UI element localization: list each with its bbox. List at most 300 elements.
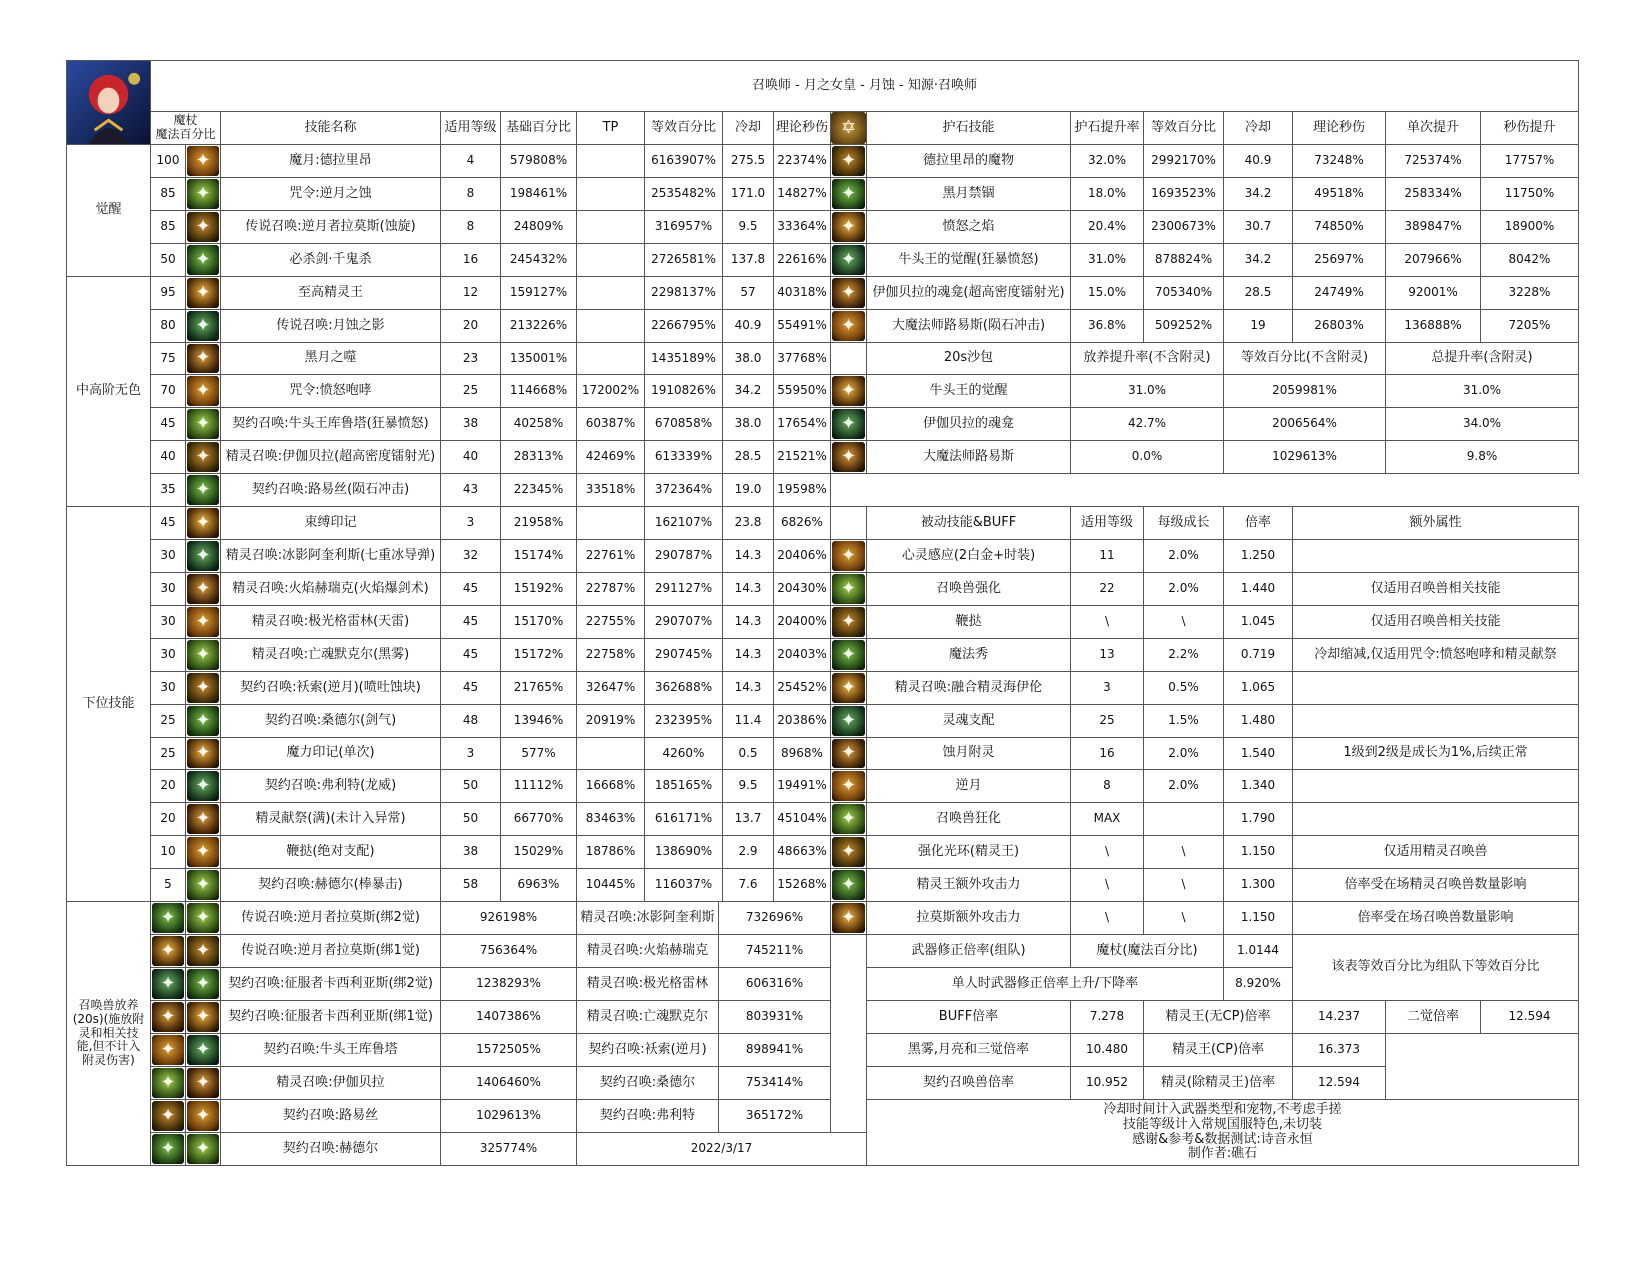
sandbag-eff: 2059981% [1223, 374, 1386, 408]
skill-level: 40 [440, 440, 501, 474]
talisman-dps: 25697% [1292, 243, 1386, 277]
passive-level: 22 [1070, 572, 1144, 606]
skill-base-pct: 6963% [500, 868, 577, 902]
skill-emblem-icon: ✦ [187, 409, 219, 439]
summon-icon [150, 1033, 186, 1067]
skill-tp [576, 309, 645, 343]
passive-header-mult: 倍率 [1223, 506, 1293, 540]
skill-emblem-icon: ✦ [187, 706, 219, 736]
skill-cd: 28.5 [722, 440, 774, 474]
skill-emblem-icon: ✦ [187, 245, 219, 275]
skill-cd: 9.5 [722, 769, 774, 803]
skill-dps: 8968% [773, 737, 831, 770]
contract-label: 契约召唤兽倍率 [866, 1066, 1071, 1100]
skill-dps: 20386% [773, 704, 831, 738]
skill-emblem-icon: ✦ [187, 969, 219, 999]
skill-eff-pct: 6163907% [644, 144, 723, 178]
summon-value: 325774% [440, 1132, 577, 1166]
passive-growth: 1.5% [1143, 704, 1224, 738]
passive-growth: 2.0% [1143, 572, 1224, 606]
skill-emblem-icon: ✦ [187, 1068, 219, 1098]
passive-extra [1292, 802, 1579, 836]
passive-extra: 1级到2级是成长为1%,后续正常 [1292, 737, 1579, 770]
talisman-cd: 40.9 [1223, 144, 1293, 178]
date-stamp: 2022/3/17 [576, 1132, 867, 1166]
talisman-single: 136888% [1385, 309, 1481, 343]
skill-icon [185, 539, 221, 573]
skill-eff-pct: 616171% [644, 802, 723, 836]
passive-extra [1292, 704, 1579, 738]
passive-level: 8 [1070, 769, 1144, 803]
skill-cd: 275.5 [722, 144, 774, 178]
skill-level: 43 [440, 473, 501, 507]
skill-base-pct: 21958% [500, 506, 577, 540]
skill-dps: 22374% [773, 144, 831, 178]
passive-name: 魔法秀 [866, 638, 1071, 672]
talisman-icon [830, 210, 867, 244]
skill-weapon-pct: 30 [150, 671, 186, 705]
passive-icon [830, 802, 867, 836]
talisman-dps: 24749% [1292, 276, 1386, 310]
skill-icon [185, 802, 221, 836]
skill-dps: 17654% [773, 407, 831, 441]
skill-dps: 48663% [773, 835, 831, 869]
talisman-boost: 20.4% [1070, 210, 1144, 244]
passive-growth: 2.0% [1143, 539, 1224, 573]
summon-name: 精灵召唤:伊伽贝拉 [220, 1066, 441, 1100]
passive-level: \ [1070, 901, 1144, 935]
passive-mult: 1.150 [1223, 835, 1293, 869]
skill-eff-pct: 316957% [644, 210, 723, 244]
talisman-name: 愤怒之焰 [866, 210, 1071, 244]
skill-name: 传说召唤:逆月者拉莫斯(蚀旋) [220, 210, 441, 244]
skill-base-pct: 245432% [500, 243, 577, 277]
skill-dps: 20430% [773, 572, 831, 606]
star-emblem-icon: ✡ [831, 112, 866, 144]
skill-emblem-icon: ✦ [187, 278, 219, 308]
passive-name: 召唤兽狂化 [866, 802, 1071, 836]
passive-growth: \ [1143, 901, 1224, 935]
skill-dps: 33364% [773, 210, 831, 244]
skill-name: 咒令:愤怒咆哮 [220, 374, 441, 408]
skill-base-pct: 15029% [500, 835, 577, 869]
skill-eff-pct: 138690% [644, 835, 723, 869]
skill-name: 必杀剑·千鬼杀 [220, 243, 441, 277]
passive-level: \ [1070, 868, 1144, 902]
passive-extra: 倍率受在场召唤兽数量影响 [1292, 901, 1579, 935]
skill-emblem-icon: ✦ [832, 541, 865, 571]
skill-dps: 40318% [773, 276, 831, 310]
header-weapon-pct: 魔杖 魔法百分比 [150, 111, 221, 145]
passive-name: 精灵召唤:融合精灵海伊伦 [866, 671, 1071, 705]
summon-value: 1406460% [440, 1066, 577, 1100]
passive-extra [1292, 671, 1579, 705]
skill-eff-pct: 185165% [644, 769, 723, 803]
skill-emblem-icon: ✦ [187, 936, 219, 966]
skill-icon [185, 737, 221, 770]
skill-emblem-icon: ✦ [832, 409, 865, 439]
skill-cd: 34.2 [722, 374, 774, 408]
sandbag-name: 大魔法师路易斯 [866, 440, 1071, 474]
talisman-cd: 19 [1223, 309, 1293, 343]
summon-value-2: 745211% [718, 934, 831, 968]
skill-base-pct: 21765% [500, 671, 577, 705]
skill-icon [185, 671, 221, 705]
talisman-header-dps: 理论秒伤 [1292, 111, 1386, 145]
skill-base-pct: 15174% [500, 539, 577, 573]
summon-icon [150, 967, 186, 1001]
talisman-single: 258334% [1385, 177, 1481, 211]
passive-name: 召唤兽强化 [866, 572, 1071, 606]
skill-emblem-icon: ✦ [832, 673, 865, 703]
skill-level: 16 [440, 243, 501, 277]
passive-icon [830, 769, 867, 803]
skill-emblem-icon: ✦ [832, 442, 865, 472]
blank-area [1385, 1033, 1579, 1100]
skill-eff-pct: 2298137% [644, 276, 723, 310]
sandbag-eff: 2006564% [1223, 407, 1386, 441]
skill-cd: 14.3 [722, 539, 774, 573]
talisman-dps: 73248% [1292, 144, 1386, 178]
header-dps: 理论秒伤 [773, 111, 831, 145]
summon-value-2: 753414% [718, 1066, 831, 1100]
talisman-single: 389847% [1385, 210, 1481, 244]
skill-tp [576, 177, 645, 211]
passive-extra [1292, 769, 1579, 803]
skill-cd: 23.8 [722, 506, 774, 540]
talisman-name: 黑月禁锢 [866, 177, 1071, 211]
skill-dps: 22616% [773, 243, 831, 277]
skill-emblem-icon: ✦ [832, 706, 865, 736]
skill-tp [576, 342, 645, 375]
skill-level: 20 [440, 309, 501, 343]
skill-base-pct: 13946% [500, 704, 577, 738]
skill-eff-pct: 116037% [644, 868, 723, 902]
weapon-modifier-label: 武器修正倍率(组队) [866, 934, 1071, 968]
passive-header-extra: 额外属性 [1292, 506, 1579, 540]
passive-level: 11 [1070, 539, 1144, 573]
skill-tp: 22755% [576, 605, 645, 639]
passive-mult: 1.480 [1223, 704, 1293, 738]
talisman-single: 207966% [1385, 243, 1481, 277]
skill-icon [185, 407, 221, 441]
skill-base-pct: 11112% [500, 769, 577, 803]
skill-icon [185, 144, 221, 178]
talisman-icon [830, 309, 867, 343]
buff-label: BUFF倍率 [866, 1000, 1071, 1034]
skill-weapon-pct: 20 [150, 802, 186, 836]
skill-weapon-pct: 45 [150, 407, 186, 441]
talisman-header-dps-boost: 秒伤提升 [1480, 111, 1579, 145]
skill-cd: 137.8 [722, 243, 774, 277]
skill-weapon-pct: 50 [150, 243, 186, 277]
summon-icon [185, 1000, 221, 1034]
passive-extra: 仅适用召唤兽相关技能 [1292, 572, 1579, 606]
header-base-pct: 基础百分比 [500, 111, 577, 145]
skill-name: 咒令:逆月之蚀 [220, 177, 441, 211]
passive-name: 逆月 [866, 769, 1071, 803]
talisman-icon [830, 177, 867, 211]
summon-value: 1572505% [440, 1033, 577, 1067]
summon-icon [150, 901, 186, 935]
skill-name: 至高精灵王 [220, 276, 441, 310]
talisman-header-eff: 等效百分比 [1143, 111, 1224, 145]
passive-mult: 1.300 [1223, 868, 1293, 902]
header-eff-pct: 等效百分比 [644, 111, 723, 145]
skill-eff-pct: 2266795% [644, 309, 723, 343]
skill-emblem-icon: ✦ [832, 739, 865, 768]
skill-cd: 0.5 [722, 737, 774, 770]
skill-emblem-icon: ✦ [832, 146, 865, 176]
talisman-name: 德拉里昂的魔物 [866, 144, 1071, 178]
skill-cd: 14.3 [722, 638, 774, 672]
skill-emblem-icon: ✦ [152, 1002, 184, 1032]
skill-emblem-icon: ✦ [187, 344, 219, 373]
summon-name-2: 精灵召唤:冰影阿奎利斯 [576, 901, 719, 935]
skill-name: 精灵召唤:极光格雷林(天雷) [220, 605, 441, 639]
skill-eff-pct: 290745% [644, 638, 723, 672]
skill-tp: 20919% [576, 704, 645, 738]
spirit-label: 精灵(除精灵王)倍率 [1143, 1066, 1293, 1100]
skill-name: 精灵召唤:冰影阿奎利斯(七重冰导弹) [220, 539, 441, 573]
talisman-cd: 34.2 [1223, 243, 1293, 277]
skill-emblem-icon: ✦ [832, 245, 865, 275]
skill-dps: 20406% [773, 539, 831, 573]
skill-tp [576, 276, 645, 310]
skill-eff-pct: 4260% [644, 737, 723, 770]
skill-dps: 20403% [773, 638, 831, 672]
skill-weapon-pct: 85 [150, 210, 186, 244]
talisman-dps-boost: 11750% [1480, 177, 1579, 211]
talisman-dps-boost: 7205% [1480, 309, 1579, 343]
skill-cd: 11.4 [722, 704, 774, 738]
skill-level: 8 [440, 210, 501, 244]
talisman-icon [830, 276, 867, 310]
talisman-dps: 26803% [1292, 309, 1386, 343]
solo-modifier-label: 单人时武器修正倍率上升/下降率 [866, 967, 1224, 1001]
skill-cd: 57 [722, 276, 774, 310]
summon-name: 契约召唤:牛头王库鲁塔 [220, 1033, 441, 1067]
skill-tp: 42469% [576, 440, 645, 474]
skill-eff-pct: 291127% [644, 572, 723, 606]
team-note: 该表等效百分比为组队下等效百分比 [1292, 934, 1579, 1001]
skill-level: 45 [440, 605, 501, 639]
skill-tp: 32647% [576, 671, 645, 705]
skill-emblem-icon: ✦ [152, 1035, 184, 1065]
skill-tp: 18786% [576, 835, 645, 869]
skill-emblem-icon: ✦ [187, 607, 219, 637]
passive-mult: 1.065 [1223, 671, 1293, 705]
awaken2-value: 12.594 [1480, 1000, 1579, 1034]
skill-name: 精灵召唤:火焰赫瑞克(火焰爆剑术) [220, 572, 441, 606]
spirit-king-nocp-value: 14.237 [1292, 1000, 1386, 1034]
skill-icon [185, 769, 221, 803]
skill-icon [185, 276, 221, 310]
skill-eff-pct: 2726581% [644, 243, 723, 277]
passive-extra: 冷却缩减,仅适用咒令:愤怒咆哮和精灵献祭 [1292, 638, 1579, 672]
summon-value-2: 606316% [718, 967, 831, 1001]
skill-weapon-pct: 5 [150, 868, 186, 902]
skill-emblem-icon: ✦ [187, 870, 219, 900]
passive-growth: 0.5% [1143, 671, 1224, 705]
passive-header-growth: 每级成长 [1143, 506, 1224, 540]
passive-icon [830, 605, 867, 639]
skill-base-pct: 579808% [500, 144, 577, 178]
page-title: 召唤师 - 月之女皇 - 月蚀 - 知源·召唤师 [150, 60, 1579, 112]
skill-emblem-icon: ✦ [152, 1068, 184, 1098]
summon-value: 1029613% [440, 1099, 577, 1133]
skill-tp [576, 210, 645, 244]
skill-cd: 171.0 [722, 177, 774, 211]
passive-icon [830, 835, 867, 869]
skill-icon [185, 638, 221, 672]
skill-icon [185, 473, 221, 507]
skill-eff-pct: 162107% [644, 506, 723, 540]
skill-level: 38 [440, 835, 501, 869]
spirit-king-cp-value: 16.373 [1292, 1033, 1386, 1067]
skill-level: 50 [440, 802, 501, 836]
skill-emblem-icon: ✦ [152, 969, 184, 999]
summon-name-2: 精灵召唤:亡魂默克尔 [576, 1000, 719, 1034]
summon-name-2: 契约召唤:桑德尔 [576, 1066, 719, 1100]
talisman-name: 大魔法师路易斯(陨石冲击) [866, 309, 1071, 343]
group-mid-high: 中高阶无色 [66, 276, 151, 507]
skill-weapon-pct: 75 [150, 342, 186, 375]
skill-level: 23 [440, 342, 501, 375]
passive-name: 拉莫斯额外攻击力 [866, 901, 1071, 935]
skill-tp: 83463% [576, 802, 645, 836]
skill-level: 50 [440, 769, 501, 803]
talisman-single: 725374% [1385, 144, 1481, 178]
skill-tp: 33518% [576, 473, 645, 507]
passive-mult: 1.790 [1223, 802, 1293, 836]
skill-weapon-pct: 30 [150, 605, 186, 639]
talisman-dps-boost: 3228% [1480, 276, 1579, 310]
skill-level: 45 [440, 638, 501, 672]
header-skill-name: 技能名称 [220, 111, 441, 145]
header-level: 适用等级 [440, 111, 501, 145]
talisman-icon [830, 144, 867, 178]
skill-base-pct: 66770% [500, 802, 577, 836]
summon-icon [150, 1132, 186, 1166]
group-awaken: 觉醒 [66, 144, 151, 277]
skill-eff-pct: 362688% [644, 671, 723, 705]
summon-name: 契约召唤:征服者卡西利亚斯(绑1觉) [220, 1000, 441, 1034]
skill-weapon-pct: 25 [150, 737, 186, 770]
skill-name: 魔力印记(单次) [220, 737, 441, 770]
skill-emblem-icon: ✦ [832, 837, 865, 867]
summon-icon [185, 1066, 221, 1100]
sandbag-icon [830, 407, 867, 441]
skill-eff-pct: 232395% [644, 704, 723, 738]
skill-base-pct: 22345% [500, 473, 577, 507]
passive-name: 蚀月附灵 [866, 737, 1071, 770]
skill-emblem-icon: ✦ [832, 179, 865, 209]
summon-name: 传说召唤:逆月者拉莫斯(绑1觉) [220, 934, 441, 968]
sandbag-rate: 0.0% [1070, 440, 1224, 474]
summon-icon [185, 1099, 221, 1133]
summon-name: 传说召唤:逆月者拉莫斯(绑2觉) [220, 901, 441, 935]
skill-name: 精灵献祭(满)(未计入异常) [220, 802, 441, 836]
passive-name: 精灵王额外攻击力 [866, 868, 1071, 902]
skill-emblem-icon: ✦ [832, 311, 865, 341]
skill-name: 精灵召唤:亡魂默克尔(黑雾) [220, 638, 441, 672]
skill-base-pct: 159127% [500, 276, 577, 310]
talisman-header-cd: 冷却 [1223, 111, 1293, 145]
skill-icon [185, 210, 221, 244]
summon-name-2: 契约召唤:袄索(逆月) [576, 1033, 719, 1067]
summon-icon [150, 1000, 186, 1034]
skill-base-pct: 15172% [500, 638, 577, 672]
passive-mult: 1.340 [1223, 769, 1293, 803]
skill-base-pct: 213226% [500, 309, 577, 343]
skill-icon [185, 309, 221, 343]
talisman-cd: 34.2 [1223, 177, 1293, 211]
skill-eff-pct: 372364% [644, 473, 723, 507]
skill-icon [185, 243, 221, 277]
skill-emblem-icon: ✦ [832, 376, 865, 406]
passive-growth: 2.0% [1143, 769, 1224, 803]
skill-emblem-icon: ✦ [187, 442, 219, 472]
sandbag-total: 9.8% [1385, 440, 1579, 474]
skill-emblem-icon: ✦ [832, 607, 865, 637]
skill-name: 魔月:德拉里昂 [220, 144, 441, 178]
sandbag-rate: 31.0% [1070, 374, 1224, 408]
weapon-modifier-value: 1.0144 [1223, 934, 1293, 968]
passive-level: \ [1070, 605, 1144, 639]
passive-mult: 1.440 [1223, 572, 1293, 606]
summon-icon [185, 934, 221, 968]
skill-level: 45 [440, 572, 501, 606]
passive-name: 鞭挞 [866, 605, 1071, 639]
talisman-boost: 18.0% [1070, 177, 1144, 211]
skill-dps: 25452% [773, 671, 831, 705]
passive-growth: \ [1143, 605, 1224, 639]
skill-name: 鞭挞(绝对支配) [220, 835, 441, 869]
portrait-icon [67, 61, 150, 144]
passive-header-blank [830, 506, 867, 540]
skill-emblem-icon: ✦ [187, 903, 219, 933]
skill-level: 45 [440, 671, 501, 705]
skill-level: 4 [440, 144, 501, 178]
passive-name: 心灵感应(2白金+时装) [866, 539, 1071, 573]
skill-emblem-icon: ✦ [187, 212, 219, 242]
skill-emblem-icon: ✦ [832, 278, 865, 308]
skill-base-pct: 198461% [500, 177, 577, 211]
skill-emblem-icon: ✦ [187, 640, 219, 670]
skill-tp [576, 144, 645, 178]
skill-icon [185, 704, 221, 738]
skill-icon [185, 440, 221, 474]
skill-tp: 22758% [576, 638, 645, 672]
passive-level: 16 [1070, 737, 1144, 770]
header-cd: 冷却 [722, 111, 774, 145]
talisman-eff: 705340% [1143, 276, 1224, 310]
skill-emblem-icon: ✦ [187, 1101, 219, 1131]
skill-emblem-icon: ✦ [187, 1035, 219, 1065]
spirit-king-cp-label: 精灵王(CP)倍率 [1143, 1033, 1293, 1067]
skill-cd: 40.9 [722, 309, 774, 343]
skill-name: 契约召唤:桑德尔(剑气) [220, 704, 441, 738]
skill-tp: 10445% [576, 868, 645, 902]
passive-header-name: 被动技能&BUFF [866, 506, 1071, 540]
sandbag-icon [830, 440, 867, 474]
skill-level: 25 [440, 374, 501, 408]
summon-value-2: 803931% [718, 1000, 831, 1034]
skill-level: 58 [440, 868, 501, 902]
skill-emblem-icon: ✦ [187, 1134, 219, 1164]
passive-extra [1292, 539, 1579, 573]
